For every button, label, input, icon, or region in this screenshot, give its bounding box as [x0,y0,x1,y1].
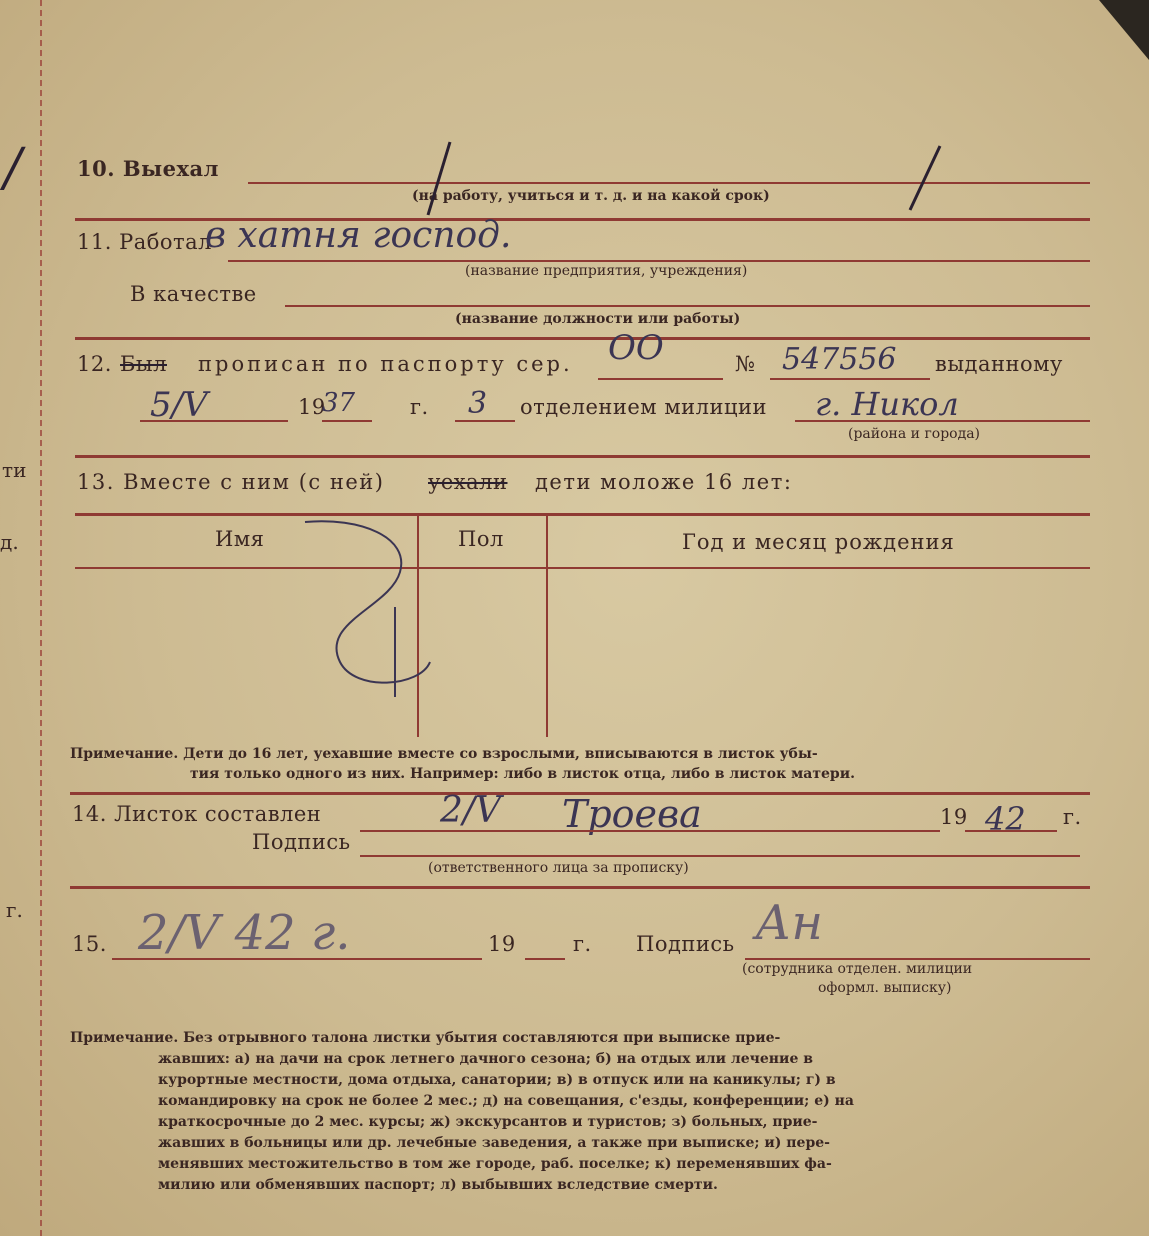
row14-year: 42 [985,800,1026,838]
issue-date: 5/V [150,385,208,425]
row12-text: прописан по паспорту сер. [198,352,573,376]
note2-line: курортные местности, дома отдыха, санатории; в) в отпуск или на каникулы; г) в [158,1072,836,1088]
row15-hint1: (сотрудника отделен. милиции [742,961,973,977]
row15-line [112,958,482,960]
row14-hint: (ответственного лица за прописку) [428,860,689,876]
torn-corner [1099,0,1149,60]
year-prefix: 19 [298,395,326,419]
row15-hint2: оформл. выписку) [818,980,952,996]
row10-label: 10. Выехал [77,156,219,181]
note2-line: командировку на срок не более 2 мес.; д) на совещания, с'езды, конференции; е) на [158,1093,854,1109]
row11-line [228,260,1090,262]
note2-line: милию или обменявших паспорт; л) выбывших вследствие смерти. [158,1177,718,1193]
row14-g: г. [1063,805,1082,829]
row15-year-line [525,958,565,960]
col-header-sex: Пол [458,527,504,551]
number-line [770,378,930,380]
stub-fragment: г. [6,898,23,922]
series-line [598,378,723,380]
table-void-scribble [300,512,460,712]
dept-text: отделением милиции [520,395,767,419]
table-col-divider [546,515,548,737]
note2-line: Примечание. Без отрывного талона листки убытия составляются при выписке прие- [70,1030,781,1046]
passport-series: OO [608,328,664,368]
note2-line: краткосрочные до 2 мес. курсы; ж) экскурсантов и туристов; з) больных, прие- [158,1114,818,1130]
section-divider [75,337,1090,340]
perforation-line [40,0,42,1236]
row11-handwritten: в хатня господ. [205,215,512,256]
passport-number: 547556 [782,342,897,377]
stub-fragment: ти [2,458,27,482]
row15-sign: Ан [755,895,823,951]
year-line [322,420,372,422]
year-g: г. [410,395,429,419]
issue-year: 37 [322,388,356,418]
row11-role-line [285,305,1090,307]
number-sign: № [735,352,756,376]
row14-signature: Троева [562,792,702,836]
row15-date: 2/V 42 г. [138,905,351,961]
row11-label: 11. Работал [77,230,212,254]
city-line [795,420,1090,422]
col-header-name: Имя [215,527,265,551]
row13-text-b: дети моложе 16 лет: [535,470,793,494]
issued-label: выданному [935,352,1063,376]
row13-text-a: 13. Вместе с ним (с ней) [77,470,385,494]
dept-line [455,420,515,422]
row13-struck-word: уехали [428,470,508,494]
note1-line2: тия только одного из них. Например: либо в листок отца, либо в листок матери. [190,766,855,782]
row11-role-hint: (название должности или работы) [455,311,741,327]
row12-struck-word: Был [120,352,167,376]
row14-year-line [965,830,1057,832]
row15-g: г. [573,932,592,956]
note2-line: менявших местожительство в том же городе, раб. поселке; к) переменявших фа- [158,1156,832,1172]
dept-city: г. Никол [815,385,959,423]
row11-hint: (название предприятия, учреждения) [465,263,748,279]
section-divider [70,886,1090,889]
row11-role-label: В качестве [130,282,257,306]
note2-line: жавших: а) на дачи на срок летнего дачного сезона; б) на отдых или лечение в [158,1051,813,1067]
row10-slash-marks [420,140,940,220]
row10-hint: (на работу, учиться и т. д. и на какой срок) [412,188,770,204]
section-divider [75,455,1090,458]
row15-label: 15. [72,932,107,956]
dept-number: 3 [468,386,488,421]
stub-fragment: / [4,138,22,198]
row14-date: 2/V [440,790,502,831]
row14-label: 14. Листок составлен [72,802,322,826]
row14-year-prefix: 19 [940,805,968,829]
row14-sign-line [360,855,1080,857]
row12-num: 12. [77,352,112,376]
table-header-line [75,567,1090,569]
row15-year-prefix: 19 [488,932,516,956]
row14-sign-label: Подпись [252,830,351,854]
note2-line: жавших в больницы или др. лечебные заведения, а также при выписке; и) пере- [158,1135,830,1151]
table-top [75,513,1090,516]
note1-line1: Примечание. Дети до 16 лет, уехавшие вместе со взрослыми, вписываются в листок убы- [70,746,818,762]
row15-sign-line [745,958,1090,960]
col-header-birth: Год и месяц рождения [682,530,955,554]
date-line [140,420,288,422]
row15-sign-label: Подпись [636,932,735,956]
stub-fragment: д. [0,530,19,554]
row12-hint: (района и города) [848,426,981,442]
row14-line [360,830,940,832]
